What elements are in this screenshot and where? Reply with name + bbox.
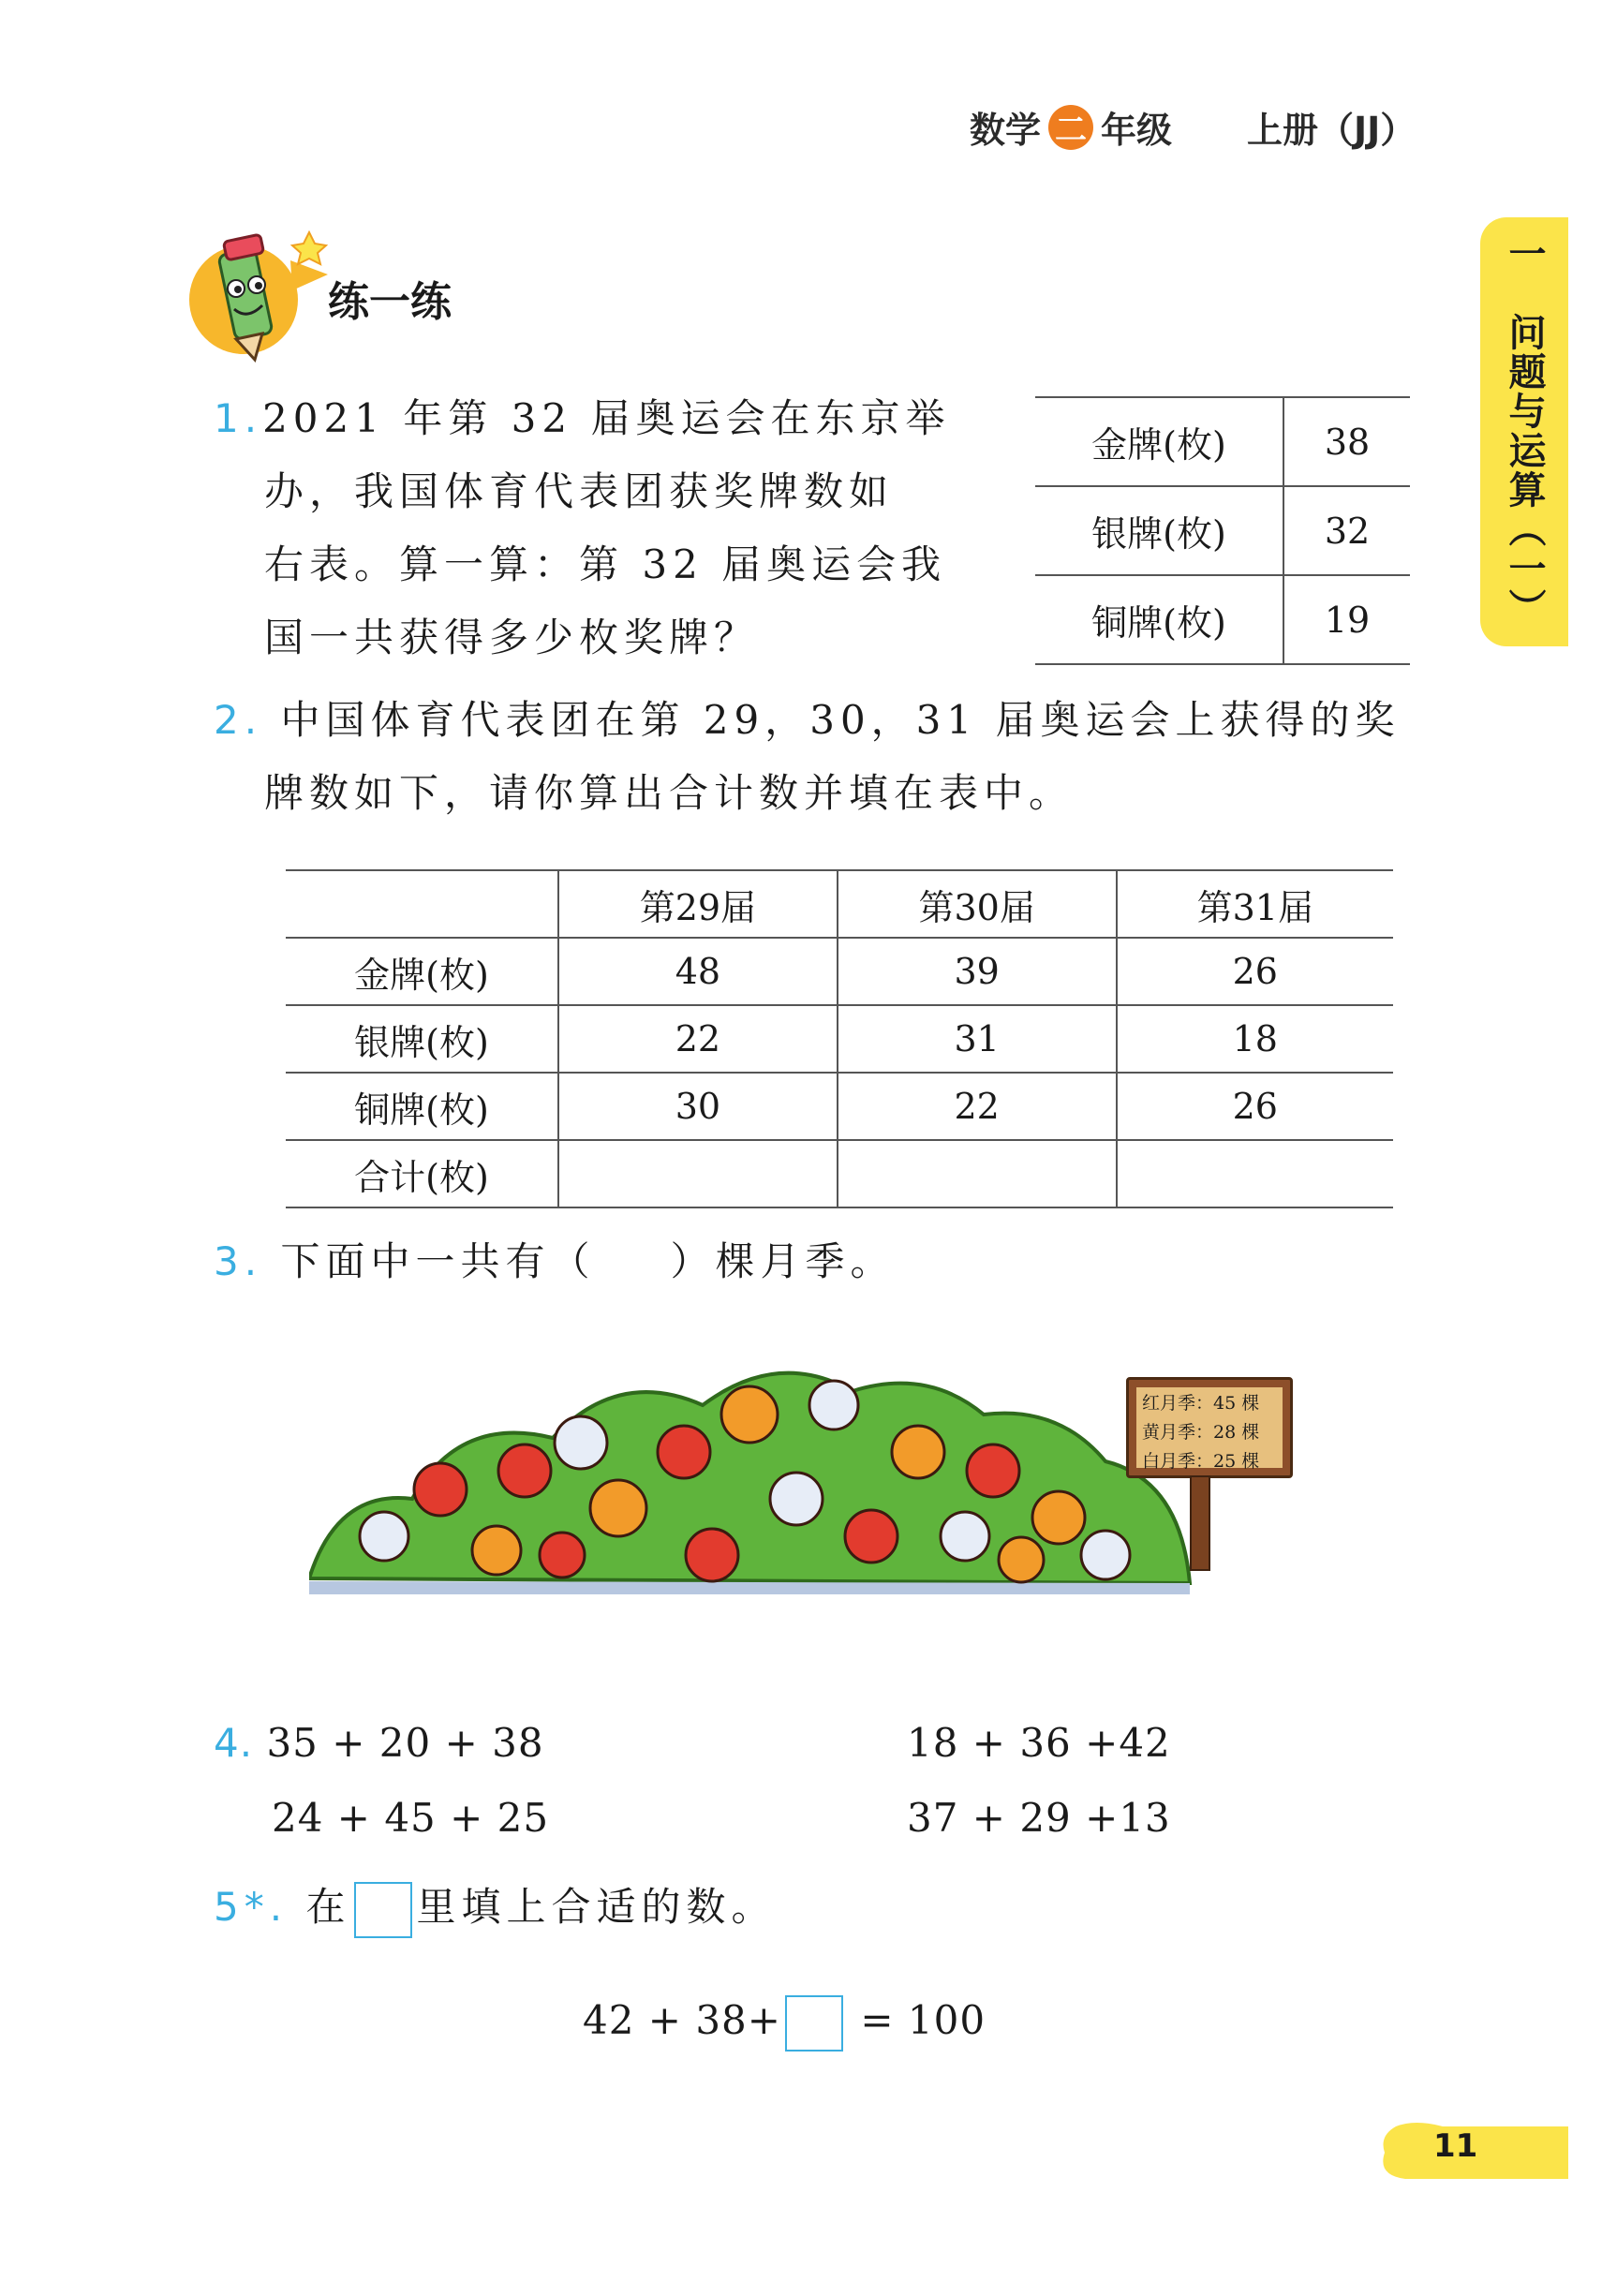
question-2 — [214, 684, 1478, 830]
medal-count: 19 — [1283, 575, 1410, 664]
table-cell: 31 — [838, 1005, 1117, 1073]
medal-table-2021 — [1035, 396, 1410, 665]
table-header-cell — [286, 870, 558, 938]
sign-post — [1190, 1475, 1210, 1571]
medal-count: 32 — [1283, 486, 1410, 575]
table-cell: 18 — [1117, 1005, 1393, 1073]
question-5-equation: 42 + 38+ = 100 — [583, 1995, 986, 2052]
medal-count: 38 — [1283, 397, 1410, 486]
table-cell: 26 — [1117, 1073, 1393, 1140]
table-cell: 39 — [838, 938, 1117, 1005]
question-1-line: 1.2021 年第 32 届奥运会在东京举 — [214, 395, 951, 441]
medal-label: 金牌(枚) — [1035, 397, 1283, 486]
answer-cell[interactable] — [1117, 1140, 1393, 1207]
table-header-cell: 第30届 — [838, 870, 1117, 938]
question-1-line: 办，我国体育代表团获奖牌数如 — [264, 468, 895, 514]
table-cell: 22 — [558, 1005, 838, 1073]
question-1-line: 国一共获得多少枚奖牌？ — [264, 615, 760, 660]
question-1-line: 右表。算一算：第 32 届奥运会我 — [264, 541, 947, 587]
table-row — [286, 1005, 1393, 1073]
medal-label: 铜牌(枚) — [1035, 575, 1283, 664]
table-cell: 26 — [1117, 938, 1393, 1005]
question-5: 5*. 在 里填上合适的数。 — [214, 1871, 776, 1944]
question-1-number: 1. — [214, 395, 263, 441]
table-row — [1035, 575, 1410, 664]
practice-title: 练一练 — [328, 278, 452, 326]
question-3-number: 3. — [214, 1238, 263, 1284]
question-4-expr-3: 24 + 45 + 25 — [272, 1795, 550, 1841]
table-row — [286, 938, 1393, 1005]
page-number: 11 — [1433, 2127, 1478, 2165]
grade-badge: 二 — [1048, 105, 1093, 150]
question-5-number: 5*. — [214, 1884, 289, 1930]
row-label: 铜牌(枚) — [286, 1073, 558, 1140]
table-row — [1035, 486, 1410, 575]
question-4-number: 4. — [214, 1720, 254, 1766]
subject-label: 数学 — [970, 110, 1042, 151]
table-cell: 30 — [558, 1073, 838, 1140]
row-label: 银牌(枚) — [286, 1005, 558, 1073]
chapter-side-tab-label: 一 问题与运算（一） — [1503, 234, 1546, 628]
table-cell: 22 — [838, 1073, 1117, 1140]
medal-label: 银牌(枚) — [1035, 486, 1283, 575]
question-2-number: 2. — [214, 697, 263, 743]
answer-box[interactable] — [785, 1995, 843, 2052]
question-4-expr-4: 37 + 29 +13 — [907, 1795, 1171, 1841]
pencil-mascot-icon — [178, 223, 347, 373]
example-answer-box — [354, 1882, 412, 1938]
question-1 — [214, 382, 991, 674]
answer-cell[interactable] — [838, 1140, 1117, 1207]
medal-table-29-31 — [286, 869, 1393, 1208]
sign-line: 黄月季：28 棵 — [1142, 1422, 1260, 1443]
answer-cell[interactable] — [558, 1140, 838, 1207]
sign-line: 红月季：45 棵 — [1142, 1393, 1260, 1414]
rose-count-sign — [1126, 1377, 1293, 1478]
question-2-line: 牌数如下，请你算出合计数并填在表中。 — [264, 770, 1075, 816]
row-label: 合计(枚) — [286, 1140, 558, 1207]
question-4-expr-1: 4. 35 + 20 + 38 — [214, 1720, 544, 1766]
question-4-expr-2: 18 + 36 +42 — [907, 1720, 1171, 1766]
table-cell: 48 — [558, 938, 838, 1005]
table-row — [286, 1073, 1393, 1140]
table-header-row — [286, 870, 1393, 938]
sign-line: 白月季：25 棵 — [1142, 1451, 1260, 1472]
grade-suffix: 年级 — [1101, 110, 1173, 151]
question-3: 3. 下面中一共有（ ）棵月季。 — [214, 1238, 896, 1284]
page-header — [970, 101, 1416, 153]
question-2-line: 2. 中国体育代表团在第 29，30，31 届奥运会上获得的奖 — [214, 697, 1401, 743]
table-row-total — [286, 1140, 1393, 1207]
row-label: 金牌(枚) — [286, 938, 558, 1005]
volume-label: 上册（JJ） — [1247, 110, 1417, 151]
table-header-cell: 第31届 — [1117, 870, 1393, 938]
table-header-cell: 第29届 — [558, 870, 838, 938]
table-row — [1035, 397, 1410, 486]
